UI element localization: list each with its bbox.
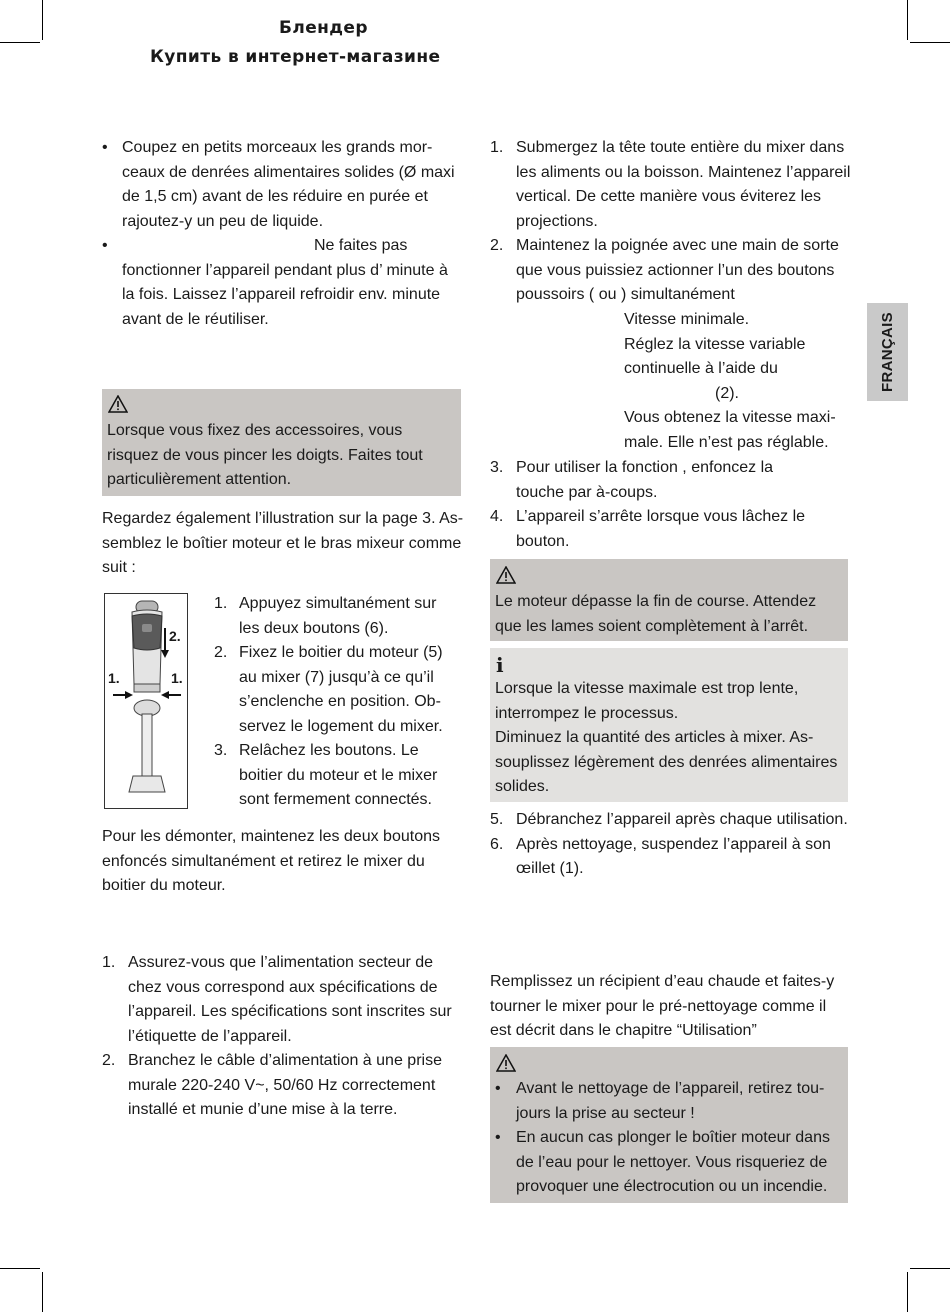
paragraph-line: est décrit dans le chapitre “Utilisation”: [490, 1022, 757, 1039]
crop-mark: [0, 42, 40, 43]
list-item: [102, 234, 462, 332]
step-number: 2.: [102, 1052, 116, 1069]
illustration-label: 1.: [108, 670, 120, 686]
paragraph-line: Regardez également l’illustration sur la page 3. As-: [102, 510, 464, 527]
step-number: 1.: [490, 139, 504, 156]
step-line: l’étiquette de l’appareil.: [128, 1027, 292, 1045]
step-line: Branchez le câble d’alimentation à une prise: [128, 1052, 442, 1069]
warning-line: provoquer une électrocution ou un incendie.: [516, 1178, 828, 1195]
speed-note-line: continuelle à l’aide du: [624, 360, 778, 377]
step-number: 2.: [214, 644, 228, 661]
step-line: œillet (1).: [516, 860, 584, 877]
step-line: que vous puissiez actionner l’un des boutons: [516, 261, 835, 279]
paragraph-line: suit :: [102, 559, 136, 576]
step-line: L’appareil s’arrête lorsque vous lâchez le: [516, 508, 806, 525]
crop-mark: [0, 1268, 40, 1269]
bullet-line: la fois. Laissez l’appareil refroidir env. minute: [122, 286, 441, 303]
step-line: bouton.: [516, 532, 570, 550]
list-item: [490, 136, 855, 234]
bullet-marker: •: [102, 237, 108, 254]
usage-steps-c: [490, 808, 860, 882]
paragraph-line: tourner le mixer pour le pré-nettoyage comme il: [490, 997, 827, 1015]
speed-note-line: Vous obtenez la vitesse maxi-: [624, 409, 836, 426]
step-number: 2.: [490, 237, 504, 254]
paragraph-line: Pour les démonter, maintenez les deux boutons: [102, 828, 440, 845]
usage-steps-a: [490, 136, 855, 308]
list-item: [102, 1049, 467, 1123]
list-item: [495, 1126, 845, 1200]
bullet-line: Ne faites pas: [314, 237, 408, 254]
warning-line: que les lames soient complètement à l’arrêt.: [495, 617, 809, 635]
step-number: 3.: [214, 742, 228, 759]
speed-note-line: male. Elle n’est pas réglable.: [624, 433, 829, 451]
info-line: Lorsque la vitesse maximale est trop lente,: [495, 680, 799, 697]
warning-line: Le moteur dépasse la fin de course. Attendez: [495, 593, 817, 610]
info-line: souplissez légèrement des denrées alimentaires: [495, 753, 838, 771]
info-box: [490, 648, 848, 802]
step-line: boitier du moteur et le mixer: [239, 766, 438, 784]
step-line: l’appareil. Les spécifications sont inscrites sur: [128, 1003, 452, 1020]
list-item: [102, 951, 467, 1049]
usage-steps-b: [490, 456, 855, 554]
step-line: projections.: [516, 212, 598, 230]
step-line: s’enclenche en position. Ob-: [239, 693, 441, 710]
page-title: Блендер: [279, 18, 368, 38]
illustration-label: 2.: [169, 628, 181, 644]
warning-line: risquez de vous pincer les doigts. Faites tout: [107, 446, 423, 464]
list-item: [214, 641, 464, 739]
warning-line: particulièrement attention.: [107, 471, 292, 488]
warning-icon: [496, 1054, 516, 1072]
step-line: au mixer (7) jusqu’à ce qu’il: [239, 668, 434, 686]
bullet-line: avant de le réutiliser.: [122, 310, 269, 328]
step-line: murale 220-240 V~, 50/60 Hz correctement: [128, 1076, 436, 1094]
disassembly-paragraph: [102, 825, 462, 899]
crop-mark: [42, 0, 43, 40]
step-line: Assurez-vous que l’alimentation secteur de: [128, 954, 434, 971]
bullet-line: rajoutez-y un peu de liquide.: [122, 212, 324, 230]
warning-box: [102, 389, 461, 496]
step-line: sont fermement connectés.: [239, 791, 432, 808]
bullet-line: Coupez en petits morceaux les grands mor-: [122, 139, 433, 156]
crop-mark: [910, 1268, 950, 1269]
step-line: touche par à-coups.: [516, 483, 658, 501]
list-item: [214, 592, 464, 641]
warning-line: En aucun cas plonger le boîtier moteur dans: [516, 1129, 830, 1146]
assembly-intro: [102, 507, 467, 581]
warning-icon: [496, 566, 516, 584]
speed-note-line: Réglez la vitesse variable: [624, 335, 806, 353]
list-item: [490, 833, 860, 882]
warning-line: Lorsque vous fixez des accessoires, vous: [107, 422, 403, 439]
step-line: chez vous correspond aux spécifications de: [128, 978, 438, 996]
crop-mark: [907, 0, 908, 40]
blender-illustration: [104, 593, 188, 809]
list-item: [490, 456, 855, 505]
step-line: installé et munie d’une mise à la terre.: [128, 1101, 398, 1118]
warning-line: de l’eau pour le nettoyer. Vous risqueriez de: [516, 1153, 828, 1171]
info-icon: i: [496, 653, 504, 677]
list-item: [102, 136, 462, 234]
connect-steps: [102, 951, 467, 1123]
warning-box: [490, 559, 848, 641]
paragraph-line: boitier du moteur.: [102, 877, 226, 894]
language-tab-label: FRANÇAIS: [878, 312, 896, 392]
step-line: les aliments ou la boisson. Maintenez l’appareil: [516, 163, 851, 181]
step-line: Maintenez la poignée avec une main de sorte: [516, 237, 839, 254]
left-bullet-list: [102, 136, 462, 332]
warning-line: jours la prise au secteur !: [516, 1104, 695, 1122]
list-item: [214, 739, 464, 813]
list-item: [490, 234, 855, 308]
blender-drawing: [105, 594, 189, 810]
illustration-label: 1.: [171, 670, 183, 686]
assembly-steps: [214, 592, 464, 813]
cleaning-intro: [490, 970, 855, 1044]
paragraph-line: enfoncés simultanément et retirez le mixer du: [102, 852, 425, 870]
warning-line: Avant le nettoyage de l’appareil, retirez tou-: [516, 1080, 825, 1097]
step-number: 6.: [490, 835, 504, 853]
crop-mark: [42, 1272, 43, 1312]
bullet-marker: •: [495, 1080, 501, 1097]
speed-note-line: Vitesse minimale.: [624, 311, 750, 328]
step-line: les deux boutons (6).: [239, 619, 389, 637]
step-number: 3.: [490, 459, 504, 476]
paragraph-line: semblez le boîtier moteur et le bras mixeur comme: [102, 534, 462, 552]
list-item: [490, 505, 855, 554]
info-line: Diminuez la quantité des articles à mixer. As-: [495, 729, 814, 746]
step-line: poussoirs ( ou ) simultanément: [516, 286, 735, 303]
warning-icon: [108, 395, 128, 413]
crop-mark: [907, 1272, 908, 1312]
bullet-line: de 1,5 cm) avant de les réduire en purée et: [122, 188, 428, 205]
step-line: Fixez le boitier du moteur (5): [239, 644, 443, 661]
speed-note-line: (2).: [715, 384, 739, 402]
bullet-line: ceaux de denrées alimentaires solides (Ø maxi: [122, 163, 455, 181]
info-line: interrompez le processus.: [495, 704, 679, 722]
warning-box: [490, 1047, 848, 1203]
step-line: Pour utiliser la fonction , enfoncez la: [516, 459, 774, 476]
crop-mark: [910, 42, 950, 43]
list-item: [490, 808, 860, 833]
step-line: Après nettoyage, suspendez l’appareil à son: [516, 835, 831, 853]
step-line: Relâchez les boutons. Le: [239, 742, 419, 759]
step-line: Appuyez simultanément sur: [239, 595, 437, 612]
step-number: 1.: [214, 595, 228, 612]
bullet-marker: •: [495, 1129, 501, 1146]
language-tab: [867, 303, 908, 401]
list-item: [495, 1077, 845, 1126]
bullet-marker: •: [102, 139, 108, 156]
step-number: 4.: [490, 508, 504, 525]
paragraph-line: Remplissez un récipient d’eau chaude et faites-y: [490, 973, 835, 990]
step-line: vertical. De cette manière vous éviterez les: [516, 188, 822, 205]
step-number: 5.: [490, 811, 504, 828]
step-line: Débranchez l’appareil après chaque utilisation.: [516, 811, 848, 828]
step-line: Submergez la tête toute entière du mixer dans: [516, 139, 845, 156]
page-subtitle: Купить в интернет-магазине: [150, 47, 441, 67]
step-line: servez le logement du mixer.: [239, 717, 443, 735]
bullet-line: fonctionner l’appareil pendant plus d’ minute à: [122, 261, 448, 279]
speed-notes: [624, 308, 854, 455]
step-number: 1.: [102, 954, 116, 971]
info-line: solides.: [495, 778, 550, 795]
